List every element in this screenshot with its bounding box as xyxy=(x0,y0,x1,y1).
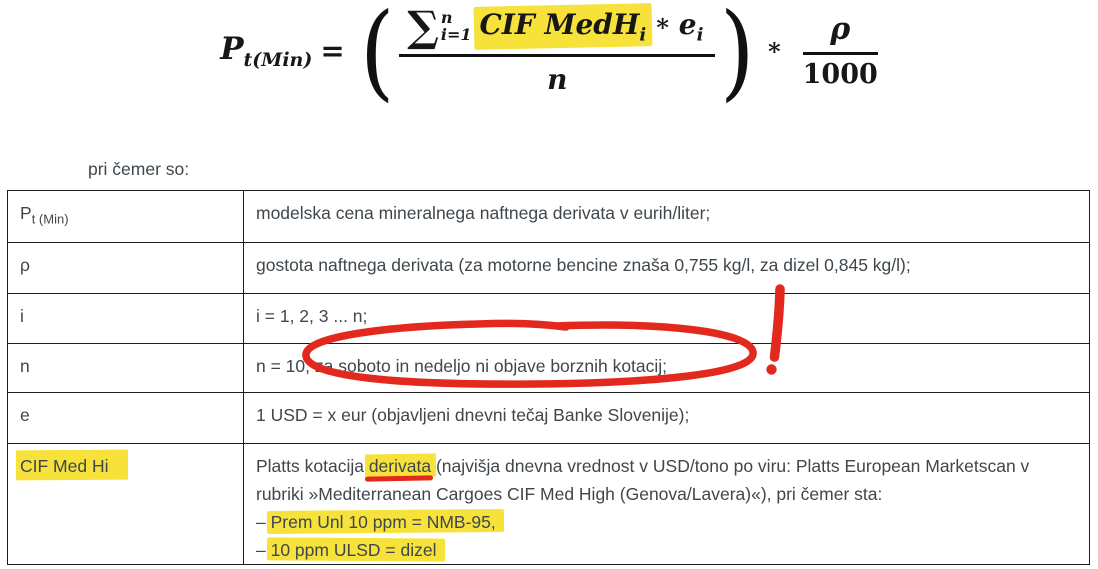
definition-cell: gostota naftnega derivata (za motorne bencine znaša 0,755 kg/l, za dizel 0,845 kg/l); xyxy=(244,243,1090,294)
term-cell: n xyxy=(8,344,244,393)
multiply-sign-1: ∗ xyxy=(654,8,671,38)
term-cell: ρ xyxy=(8,243,244,294)
rho-fraction xyxy=(803,12,878,90)
derivata-highlight-red-underline: derivata xyxy=(368,456,432,476)
definition-cell: n = 10; za soboto in nedeljo ni objave borznih kotacij; xyxy=(244,344,1090,393)
definition-cell xyxy=(244,444,1090,565)
fraction-numerator xyxy=(399,2,715,57)
formula-lhs-subscript: t(Min) xyxy=(243,48,313,71)
equals-sign: = xyxy=(320,33,345,68)
platts-definition-paragraph: Platts kotacija derivata (najvišja dnevna vrednost v USD/tono po viru: Platts European Marketscan v rubriki »Mediterranean Cargoes CIF Med High (Genova/Lavera)«), pri čemer sta: xyxy=(256,456,1030,504)
definition-cell: i = 1, 2, 3 ... n; xyxy=(244,294,1090,344)
table-row-n xyxy=(8,344,1090,393)
main-fraction xyxy=(399,2,715,96)
definition-cell: 1 USD = x eur (objavljeni dnevni tečaj Banke Slovenije); xyxy=(244,393,1090,444)
table-row-i xyxy=(8,294,1090,344)
bullet-ulsd: – 10 ppm ULSD = dizel. xyxy=(256,540,442,560)
sum-expression xyxy=(407,2,472,51)
sum-upper-limit: n xyxy=(440,8,453,28)
table-row-cif-med-hi xyxy=(8,444,1090,565)
fraction-denominator: n xyxy=(547,62,568,96)
prem-unl-highlight: Prem Unl 10 ppm = NMB-95, xyxy=(270,512,496,532)
multiply-sign-2: ∗ xyxy=(766,32,783,62)
sum-lower-limit: i=1 xyxy=(440,24,472,44)
definitions-table xyxy=(7,190,1090,565)
rho-numerator: ρ xyxy=(803,12,878,55)
sigma-symbol: ∑ xyxy=(407,2,439,51)
exchange-rate-term: $e_i$ xyxy=(678,8,704,46)
term-cell: e xyxy=(8,393,244,444)
definition-cell: modelska cena mineralnega naftnega derivata v eurih/liter; xyxy=(244,191,1090,243)
price-formula: $P_{t(Min)}$ = ( ∑ n i=1 CIF MedH$_i$ ∗ $e_i$ n ) ∗ $\frac{\rho}{1000}$ xyxy=(220,0,878,112)
bullet-prem-unl: – Prem Unl 10 ppm = NMB-95, xyxy=(256,512,496,532)
table-row-rho xyxy=(8,243,1090,294)
ulsd-highlight: 10 ppm ULSD = dizel xyxy=(270,540,437,560)
term-cell: i xyxy=(8,294,244,344)
intro-text: pri čemer so: xyxy=(88,159,190,179)
term-cell: $P_{t (Min)}$ xyxy=(8,191,244,243)
table-row-e xyxy=(8,393,1090,444)
formula-lhs: $P_{t(Min)}$ xyxy=(220,30,313,71)
rho-denominator: 1000 xyxy=(802,58,878,90)
cif-med-hi-highlight: CIF Med Hi xyxy=(20,452,124,480)
cif-medhi-highlighted-term: CIF MedH$_i$ xyxy=(479,8,647,46)
sum-limits xyxy=(441,10,472,44)
table-row-pt-min xyxy=(8,191,1090,243)
term-cell xyxy=(8,444,244,565)
